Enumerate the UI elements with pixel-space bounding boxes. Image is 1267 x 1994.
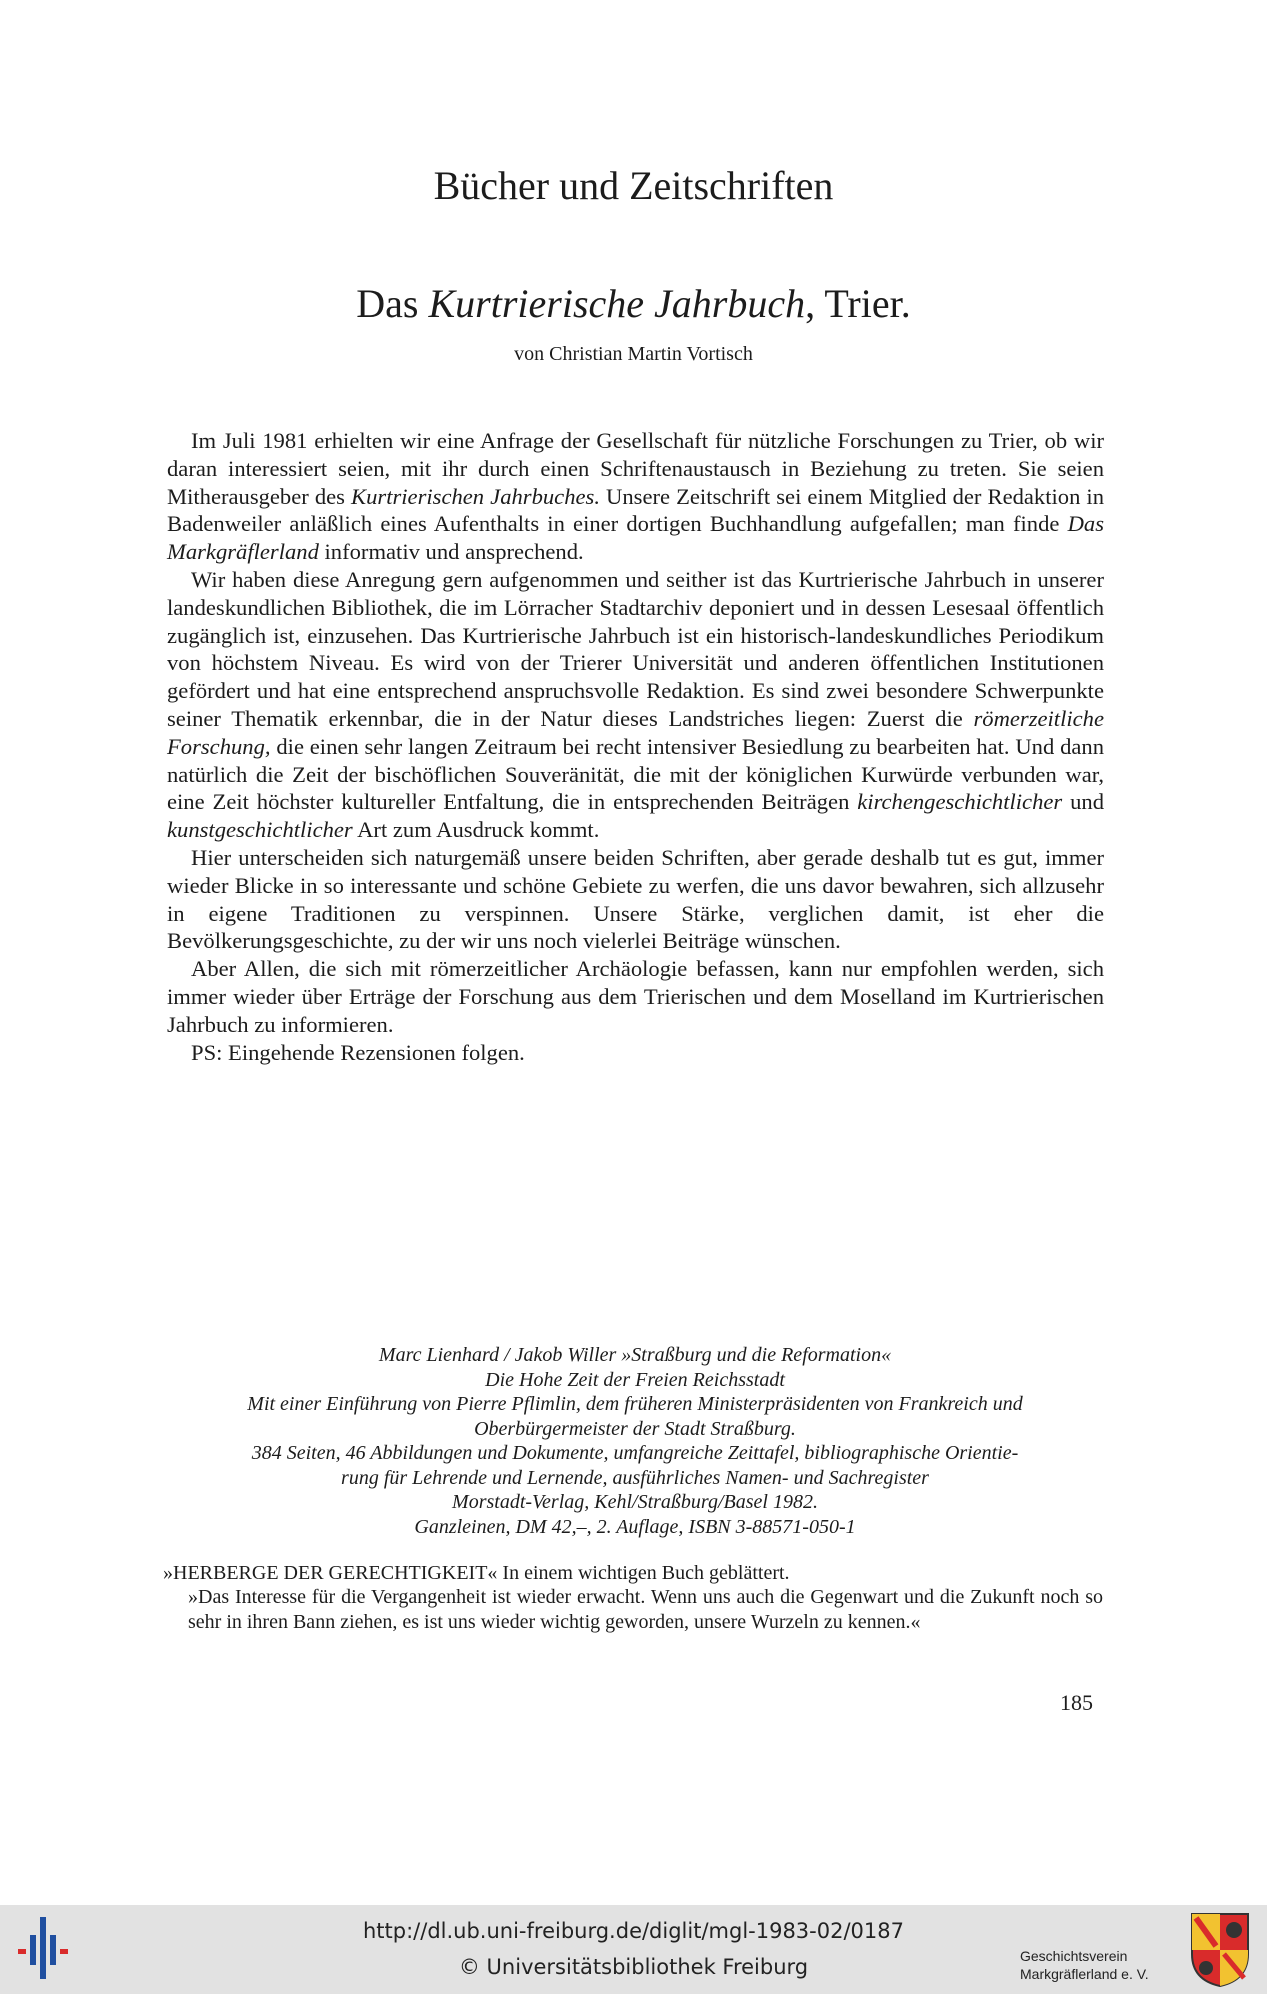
text-run: und xyxy=(1062,789,1104,815)
article-title-suffix: , Trier. xyxy=(805,281,911,326)
book-reference-line: Oberbürgermeister der Stadt Straßburg. xyxy=(474,1417,796,1440)
book-reference-line: Mit einer Einführung von Pierre Pflimlin, dem früheren Ministerpräsidenten von Frankreich und xyxy=(247,1393,1023,1415)
book-reference-line: Morstadt-Verlag, Kehl/Straßburg/Basel 1982. xyxy=(452,1491,818,1513)
text-run: Im Juli 1981 erhielten wir eine Anfrage der Gesellschaft für nützliche Forschungen zu Trier, ob wir daran interessiert seien, mit ihr durch einen Schriftenaustausch in Beziehung zu treten. Sie seien Mitherausgeber des xyxy=(167,428,1104,509)
coat-of-arms-icon xyxy=(1188,1910,1252,1988)
text-run: Art zum Ausdruck kommt. xyxy=(352,817,600,843)
text-run: PS: Eingehende Rezensionen folgen. xyxy=(191,1039,525,1065)
section-title: Bücher und Zeitschriften xyxy=(433,163,834,208)
footer-org-line-1: Geschichtsverein xyxy=(1020,1948,1128,1964)
footer-organization xyxy=(1020,1947,1149,1983)
text-run: Unsere Zeitschrift sei einem Mitglied der Redaktion in Badenweiler anläßlich eines Aufenthalts in einer dortigen Buchhandlung aufgefallen; man finde xyxy=(167,483,1105,537)
footer-bar xyxy=(0,1905,1267,1994)
quote-body: »Das Interesse für die Vergangenheit ist wieder erwacht. Wenn uns auch die Gegenwart und die Zukunft noch so sehr in ihren Bann ziehen, es ist uns wieder wichtig geworden, unsere Wurzeln zu kennen.« xyxy=(188,1586,1103,1633)
footer-org-line-2: Markgräflerland e. V. xyxy=(1020,1966,1149,1982)
text-run: Hier unterscheiden sich naturgemäß unsere beiden Schriften, aber gerade deshalb tut es gut, immer wieder Blicke in so interessante und schöne Gebiete zu werfen, die uns davor bewahren, sich allzusehr in eigene Traditionen zu verspinnen. Unsere Stärke, verglichen damit, ist eher die Bevölkerungsgeschichte, zu der wir uns noch vielerlei Beiträge wünschen. xyxy=(167,844,1104,954)
text-run: Aber Allen, die sich mit römerzeitlicher Archäologie befassen, kann nur empfohlen werden, sich immer wieder über Erträge der Forschung aus dem Trierischen und dem Moselland im Kurtrierischen Jahrbuch zu informieren. xyxy=(167,956,1104,1037)
text-run: die einen sehr langen Zeitraum bei recht intensiver Besiedlung zu bearbeiten hat. Und dann natürlich die Zeit der bischöflichen Souveränität, die mit der königlichen Kurwürde verbunden war, eine Zeit höchster kultureller Entfaltung, die in entsprechenden Beiträgen xyxy=(167,733,1104,815)
book-reference-line: Ganzleinen, DM 42,–, 2. Auflage, ISBN 3-88571-050-1 xyxy=(414,1515,856,1538)
quote-heading: »HERBERGE DER GERECHTIGKEIT« In einem wichtigen Buch geblättert. xyxy=(163,1562,790,1584)
article-paragraph xyxy=(167,955,1104,1038)
book-reference-line: 384 Seiten, 46 Abbildungen und Dokumente, umfangreiche Zeittafel, bibliographische Orientie- xyxy=(251,1442,1019,1464)
text-run: informativ und ansprechend. xyxy=(318,539,584,565)
book-reference-line: rung für Lehrende und Lernende, ausführliches Namen- und Sachregister xyxy=(341,1466,929,1489)
text-run: Wir haben diese Anregung gern aufgenommen und seither ist das Kurtrierische Jahrbuch in unserer landeskundlichen Bibliothek, die im Lörracher Stadtarchiv deponiert und in dessen Lesesaal öffentlich zugänglich ist, einzusehen. Das Kurtrierische Jahrbuch ist ein historisch-landeskundliches Periodikum von höchstem Niveau. Es wird von der Trierer Universität und anderen öffentlichen Institutionen gefördert und hat eine entsprechend anspruchsvolle Redaktion. Es sind zwei besondere Schwerpunkte seiner Thematik erkennbar, die in der Natur dieses Landstriches liegen: Zuerst die xyxy=(167,566,1104,731)
footer-url-link[interactable]: http://dl.ub.uni-freiburg.de/diglit/mgl-1983-02/0187 xyxy=(362,1919,904,1943)
book-reference xyxy=(150,1343,1120,1539)
article-paragraph xyxy=(167,566,1104,844)
article-title-prefix: Das xyxy=(356,281,429,326)
article-body xyxy=(167,427,1104,1066)
article-paragraph xyxy=(167,1039,1104,1067)
book-reference-line: Marc Lienhard / Jakob Willer »Straßburg und die Reformation« xyxy=(378,1344,892,1366)
book-reference-line: Die Hohe Zeit der Freien Reichsstadt xyxy=(485,1368,785,1391)
article-paragraph xyxy=(167,844,1104,955)
italic-run: kunstgeschichtlicher xyxy=(167,817,353,843)
article-title xyxy=(0,280,1267,327)
page-number: 185 xyxy=(1060,1690,1093,1715)
article-author: von Christian Martin Vortisch xyxy=(514,343,753,365)
footer-copyright: © Universitätsbibliothek Freiburg xyxy=(458,1955,809,1979)
article-paragraph xyxy=(167,427,1104,566)
article-title-italic: Kurtrierische Jahrbuch xyxy=(428,281,806,326)
italic-run: römerzeitliche Forschung, xyxy=(167,705,1104,759)
italic-run: Kurtrierischen Jahrbuches. xyxy=(351,483,600,509)
italic-run: Das Markgräflerland xyxy=(167,511,1104,565)
italic-run: kirchengeschichtlicher xyxy=(857,789,1063,815)
